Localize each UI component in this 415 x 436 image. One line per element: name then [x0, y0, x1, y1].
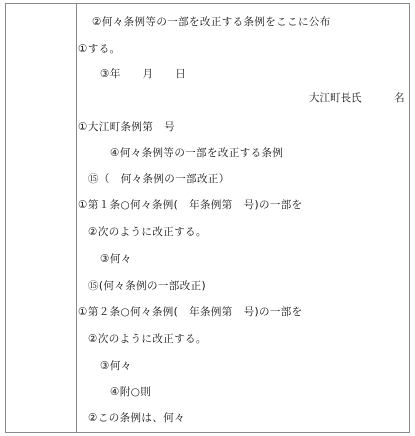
line-caption-1: ⑮（ 何々条例の一部改正）: [88, 173, 230, 185]
line-date: ③年 月 日: [100, 68, 187, 80]
line-amend-2: ②次のように改正する。: [88, 333, 207, 345]
line-suru: ①する。: [78, 43, 121, 55]
line-effective: ②この条例は、何々: [88, 412, 186, 424]
signature-mark: 名: [394, 92, 405, 104]
line-promulgation: ②何々条例等の一部を改正する条例をここに公布: [92, 16, 331, 28]
signature-name: 大江町長氏: [309, 92, 362, 104]
line-caption-2: ⑮(何々条例の一部改正): [88, 280, 206, 292]
line-ordinance-title: ④何々条例等の一部を改正する条例: [110, 147, 284, 159]
line-article-2: ①第２条○何々条例( 年条例第 号)の一部を: [78, 306, 303, 318]
line-content-1: ③何々: [100, 253, 132, 265]
line-content-2: ③何々: [100, 360, 132, 372]
margin-divider: [76, 3, 77, 433]
line-article-1: ①第１条○何々条例( 年条例第 号)の一部を: [78, 199, 303, 211]
document-frame: [5, 3, 410, 433]
line-ordinance-number: ①大江町条例第 号: [78, 121, 176, 133]
line-supplementary: ④附○則: [110, 386, 152, 398]
line-amend-1: ②次のように改正する。: [88, 226, 207, 238]
